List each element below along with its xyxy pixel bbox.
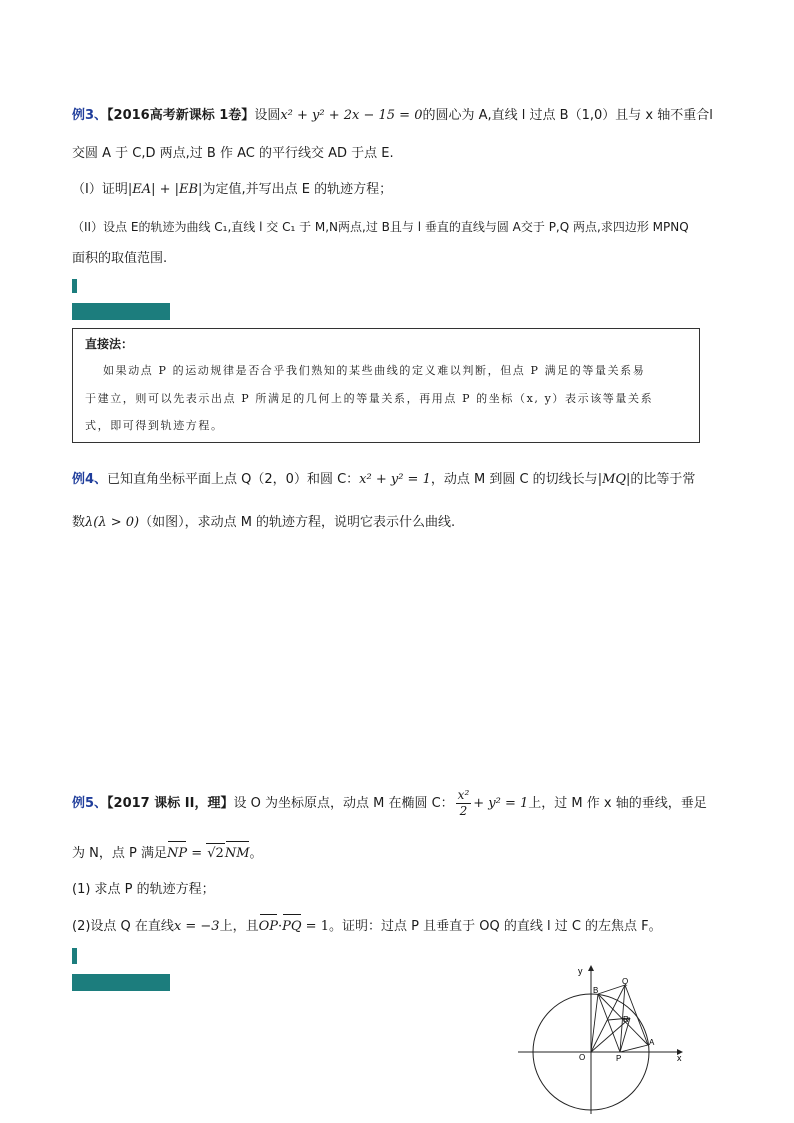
section-marker-bar [72,303,170,320]
example3-line1 [72,106,713,126]
example5-text-a: 设 O 为坐标原点，动点 M 在椭圆 C： [233,796,454,811]
example5-part2-text-a: (2)设点 Q 在直线 [72,919,174,934]
geometry-figure [518,960,688,1116]
sqrt-two: √2 [206,843,225,864]
method-box [72,328,700,443]
example3-part2-line1: （II）设点 E的轨迹为曲线 C₁,直线 l 交 C₁ 于 M,N两点,过 B且与 l 垂直的直线与圆 A交于 P,Q 两点,求四边形 MPNQ [72,220,689,234]
example4-line1 [72,470,695,490]
label-y: y [578,966,583,976]
label-r: R [623,1015,629,1024]
example4-text-e: （如图），求动点 M 的轨迹方程，说明它表示什么曲线. [139,515,456,530]
example3-label: 例3、 [72,108,108,123]
example5-text-d: 。 [249,846,263,861]
example3-equation: x² + y² + 2x − 15 = 0 [280,108,423,123]
dot-operator: · [278,919,283,934]
example5-frac-den: 2 [459,804,468,818]
vector-np: NP [167,844,187,864]
example5-text-b: 上，过 M 作 x 轴的垂线，垂足 [528,796,707,811]
example4-text-d: 数 [72,515,86,530]
method-line-1: 如果动点 P 的运动规律是否合乎我们熟知的某些曲线的定义难以判断，但点 P 满足的等量关系易 [103,364,646,377]
label-o: O [579,1053,586,1062]
label-q: Q [622,977,629,986]
example3-part2-line2: 面积的取值范围. [72,251,168,266]
vector-op: OP [259,917,278,937]
vector-nm: NM [225,844,250,864]
example4-abs-mq: |MQ| [597,472,631,487]
example3-text-b: 的圆心为 A,直线 l 过点 B（1,0）且与 x 轴不重合l [422,108,713,123]
label-b: B [593,986,599,995]
example5-frac-num: x² [457,788,470,802]
example3-part1-text-b: 为定值,并写出点 E 的轨迹方程； [202,182,393,197]
example3-part1-text-a: （I）证明 [72,182,128,197]
example5-eq-mid: = [187,846,207,861]
method-line-3: 式，即可得到轨迹方程。 [85,419,224,432]
example5-source: 【2017 课标 II，理】 [107,796,234,811]
label-x: x [677,1053,682,1063]
section-marker-bar-2 [72,974,170,991]
example5-part2-text-c: 。证明：过点 P 且垂直于 OQ 的直线 l 过 C 的左焦点 F。 [328,919,662,934]
example5-eq-rest: + y² = 1 [473,796,529,811]
vector-pq: PQ [282,917,301,937]
example5-line1 [72,788,707,820]
segment-pa [620,1045,648,1052]
label-a: A [649,1038,655,1047]
example5-text-c: 为 N，点 P 满足 [72,846,167,861]
example3-part1-expr: |EA| + |EB| [127,182,203,197]
example3-source: 【2016高考新课标 1卷】 [107,108,255,123]
example3-part1 [72,180,392,200]
example4-text-c: 的比等于常 [630,472,696,487]
example4-lambda: λ(λ > 0) [85,515,140,530]
example5-part2-text-b: 上，且 [219,919,259,934]
section-marker-small-2 [72,948,77,964]
label-p: P [616,1054,622,1063]
example4-equation: x² + y² = 1 [359,472,431,487]
method-line-2: 于建立，则可以先表示出点 P 所满足的几何上的等量关系，再用点 P 的坐标（x, y）表示该等量关系 [85,392,654,405]
example4-text-a: 已知直角坐标平面上点 Q（2，0）和圆 C： [107,472,360,487]
example5-line2 [72,843,263,864]
section-marker-small [72,279,77,293]
example3-text-a: 设圆 [254,108,281,123]
example5-part2 [72,917,662,937]
example4-label: 例4、 [72,472,108,487]
example5-x-eq: x = −3 [173,919,220,934]
example4-text-b: ，动点 M 到圆 C 的切线长与 [430,472,598,487]
example4-line2 [72,513,455,533]
example5-fraction [456,788,472,819]
example5-label: 例5、 [72,796,108,811]
example5-eq-one: = 1 [301,919,329,934]
segment-ob [591,994,598,1052]
example5-part1: (1) 求点 P 的轨迹方程； [72,882,215,897]
method-title: 直接法： [85,337,134,351]
example3-line2: 交圆 A 于 C,D 两点,过 B 作 AC 的平行线交 AD 于点 E. [72,146,394,161]
